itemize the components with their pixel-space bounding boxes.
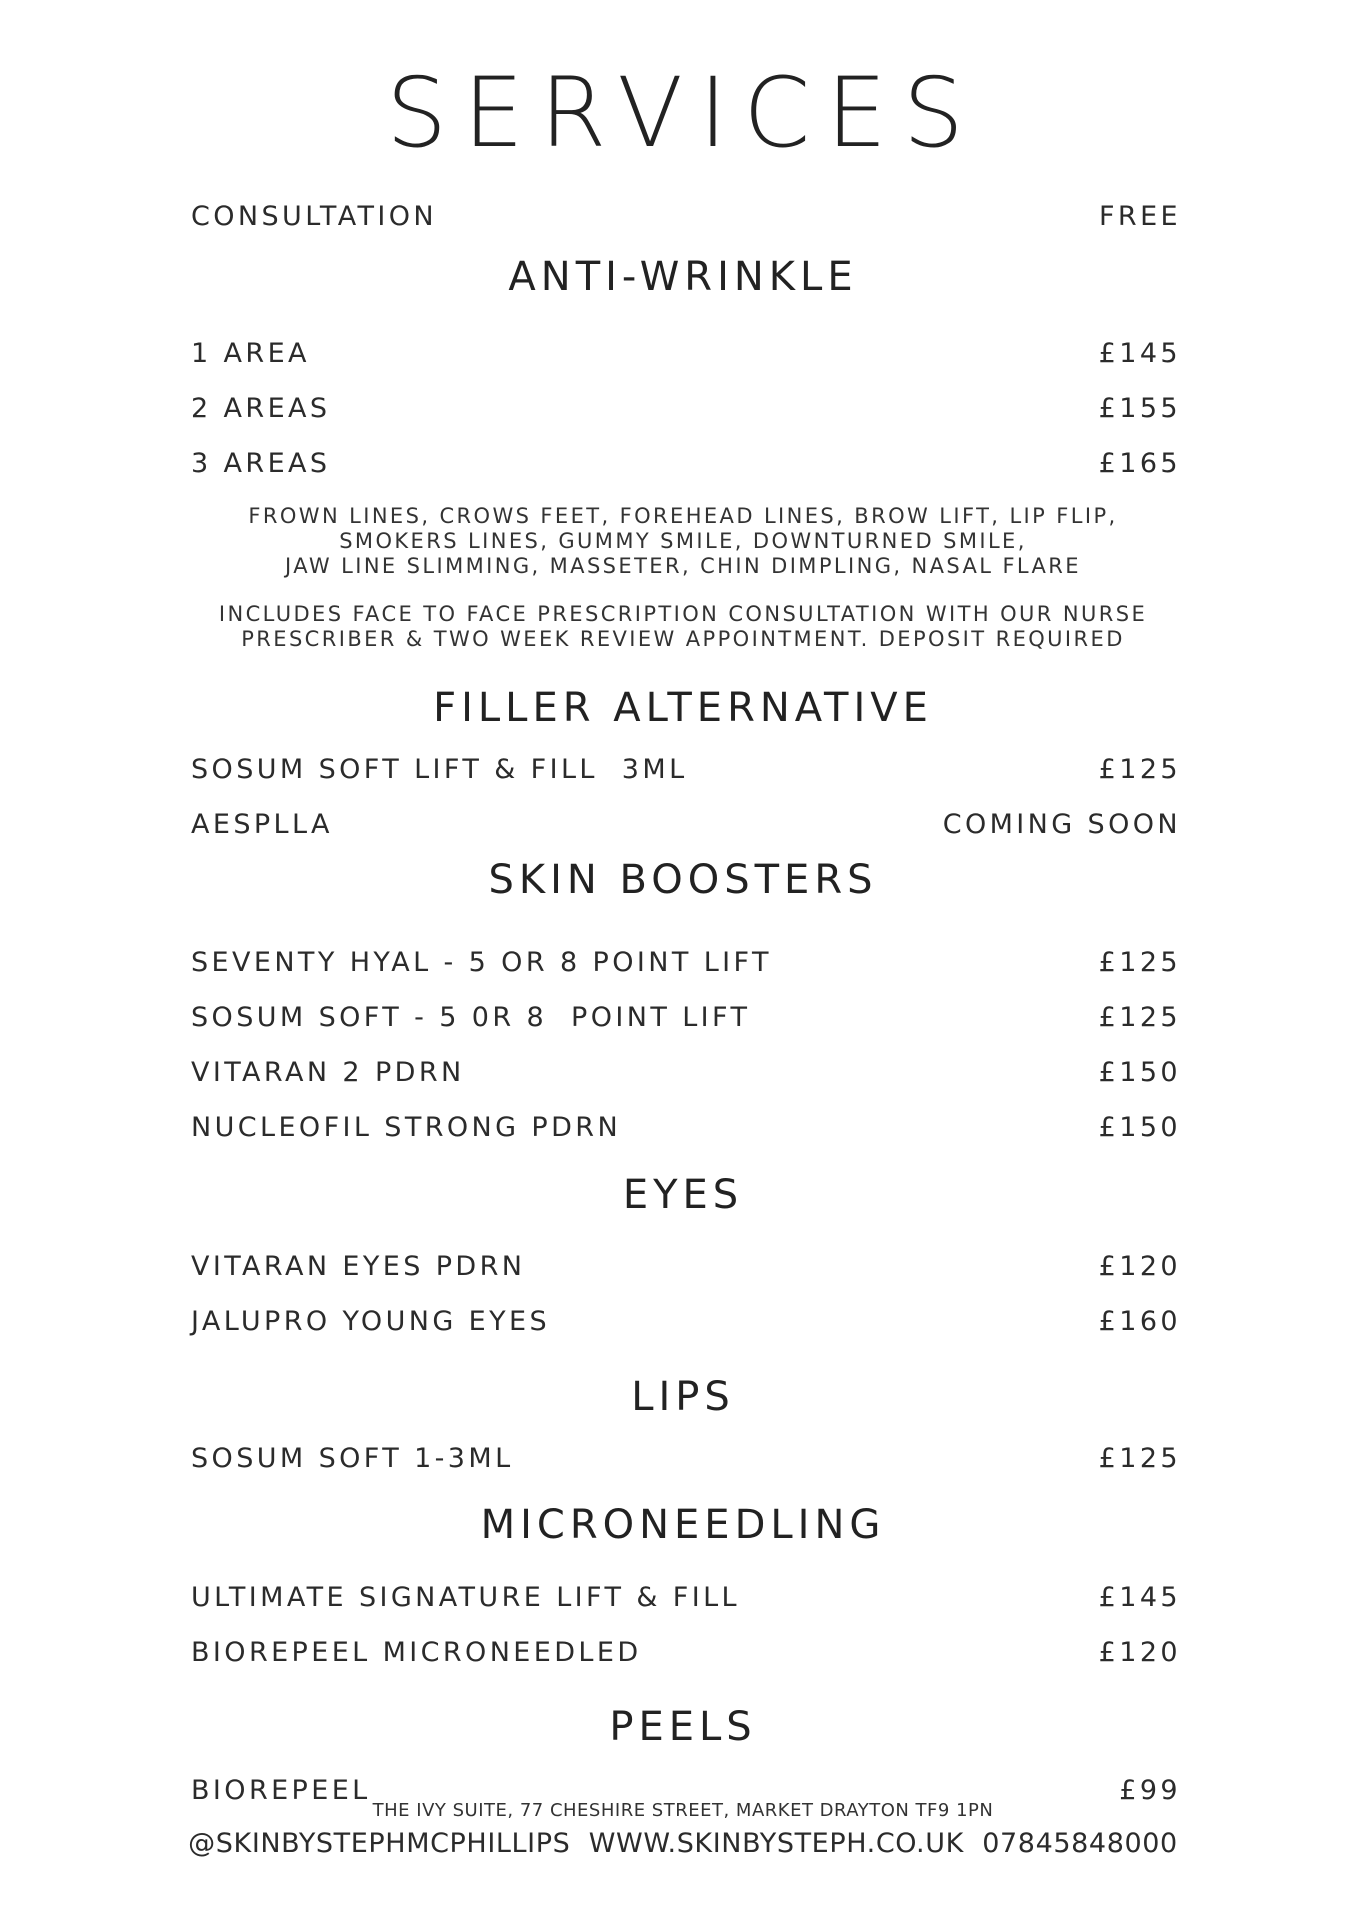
section-heading-skin-boosters: SKIN BOOSTERS bbox=[488, 857, 878, 903]
service-name: AESPLLA bbox=[191, 808, 333, 840]
service-price: COMING SOON bbox=[942, 808, 1181, 840]
service-price: £145 bbox=[1098, 1581, 1181, 1613]
service-price: £145 bbox=[1098, 337, 1181, 369]
service-row bbox=[191, 749, 1181, 789]
note-line: INCLUDES FACE TO FACE PRESCRIPTION CONSULTATION WITH OUR NURSE bbox=[218, 602, 1148, 626]
service-name: BIOREPEEL MICRONEEDLED bbox=[191, 1636, 642, 1668]
service-name: VITARAN 2 PDRN bbox=[191, 1056, 465, 1088]
section-heading-filler-alternative: FILLER ALTERNATIVE bbox=[433, 685, 933, 731]
service-row bbox=[191, 1107, 1181, 1147]
service-price: £125 bbox=[1098, 1442, 1181, 1474]
note-line: JAW LINE SLIMMING, MASSETER, CHIN DIMPLING, NASAL FLARE bbox=[285, 554, 1081, 578]
note-line: FROWN LINES, CROWS FEET, FOREHEAD LINES, BROW LIFT, LIP FLIP, bbox=[248, 504, 1118, 528]
service-price: £120 bbox=[1098, 1636, 1181, 1668]
service-row bbox=[191, 1632, 1181, 1672]
service-price: £165 bbox=[1098, 447, 1181, 479]
section-heading-anti-wrinkle: ANTI-WRINKLE bbox=[508, 254, 858, 300]
service-name: JALUPRO YOUNG EYES bbox=[191, 1305, 550, 1337]
section-heading-eyes: EYES bbox=[622, 1172, 744, 1218]
service-name: 1 AREA bbox=[191, 337, 310, 369]
footer-address: THE IVY SUITE, 77 CHESHIRE STREET, MARKET DRAYTON TF9 1PN bbox=[372, 1800, 994, 1821]
service-price: FREE bbox=[1098, 200, 1181, 232]
includes-note bbox=[0, 602, 1366, 652]
service-row bbox=[191, 942, 1181, 982]
service-row bbox=[191, 1052, 1181, 1092]
service-name: SOSUM SOFT - 5 0R 8 POINT LIFT bbox=[191, 1001, 751, 1033]
service-row bbox=[191, 1577, 1181, 1617]
service-price: £120 bbox=[1098, 1250, 1181, 1282]
service-name: VITARAN EYES PDRN bbox=[191, 1250, 526, 1282]
service-name: ULTIMATE SIGNATURE LIFT & FILL bbox=[191, 1581, 740, 1613]
service-price: £150 bbox=[1098, 1056, 1181, 1088]
service-price: £125 bbox=[1098, 753, 1181, 785]
service-row bbox=[191, 997, 1181, 1037]
service-name: 2 AREAS bbox=[191, 392, 331, 424]
service-name: SEVENTY HYAL - 5 OR 8 POINT LIFT bbox=[191, 946, 772, 978]
service-name: NUCLEOFIL STRONG PDRN bbox=[191, 1111, 622, 1143]
note-line: PRESCRIBER & TWO WEEK REVIEW APPOINTMENT. DEPOSIT REQUIRED bbox=[241, 627, 1125, 651]
section-heading-microneedling: MICRONEEDLING bbox=[480, 1502, 886, 1548]
service-row bbox=[191, 443, 1181, 483]
service-price: £150 bbox=[1098, 1111, 1181, 1143]
service-row bbox=[191, 1246, 1181, 1286]
consultation-row bbox=[191, 196, 1181, 236]
service-price: £125 bbox=[1098, 1001, 1181, 1033]
page-title: SERVICES bbox=[386, 57, 980, 169]
service-row bbox=[191, 1301, 1181, 1341]
note-line: SMOKERS LINES, GUMMY SMILE, DOWNTURNED SMILE, bbox=[339, 529, 1027, 553]
service-name: SOSUM SOFT LIFT & FILL 3ML bbox=[191, 753, 688, 785]
service-name: 3 AREAS bbox=[191, 447, 331, 479]
section-heading-lips: LIPS bbox=[631, 1374, 735, 1420]
service-price: £160 bbox=[1098, 1305, 1181, 1337]
section-heading-peels: PEELS bbox=[609, 1704, 757, 1750]
service-row bbox=[191, 388, 1181, 428]
service-name: SOSUM SOFT 1-3ML bbox=[191, 1442, 514, 1474]
service-price: £125 bbox=[1098, 946, 1181, 978]
footer-contact: @SKINBYSTEPHMCPHILLIPS WWW.SKINBYSTEPH.CO.UK 07845848000 bbox=[188, 1828, 1178, 1859]
service-price: £99 bbox=[1119, 1774, 1181, 1806]
service-price: £155 bbox=[1098, 392, 1181, 424]
service-name: CONSULTATION bbox=[191, 200, 438, 232]
service-row bbox=[191, 1438, 1181, 1478]
service-row bbox=[191, 804, 1181, 844]
service-row bbox=[191, 333, 1181, 373]
treatment-areas-note bbox=[0, 504, 1366, 579]
service-name: BIOREPEEL bbox=[191, 1774, 371, 1806]
